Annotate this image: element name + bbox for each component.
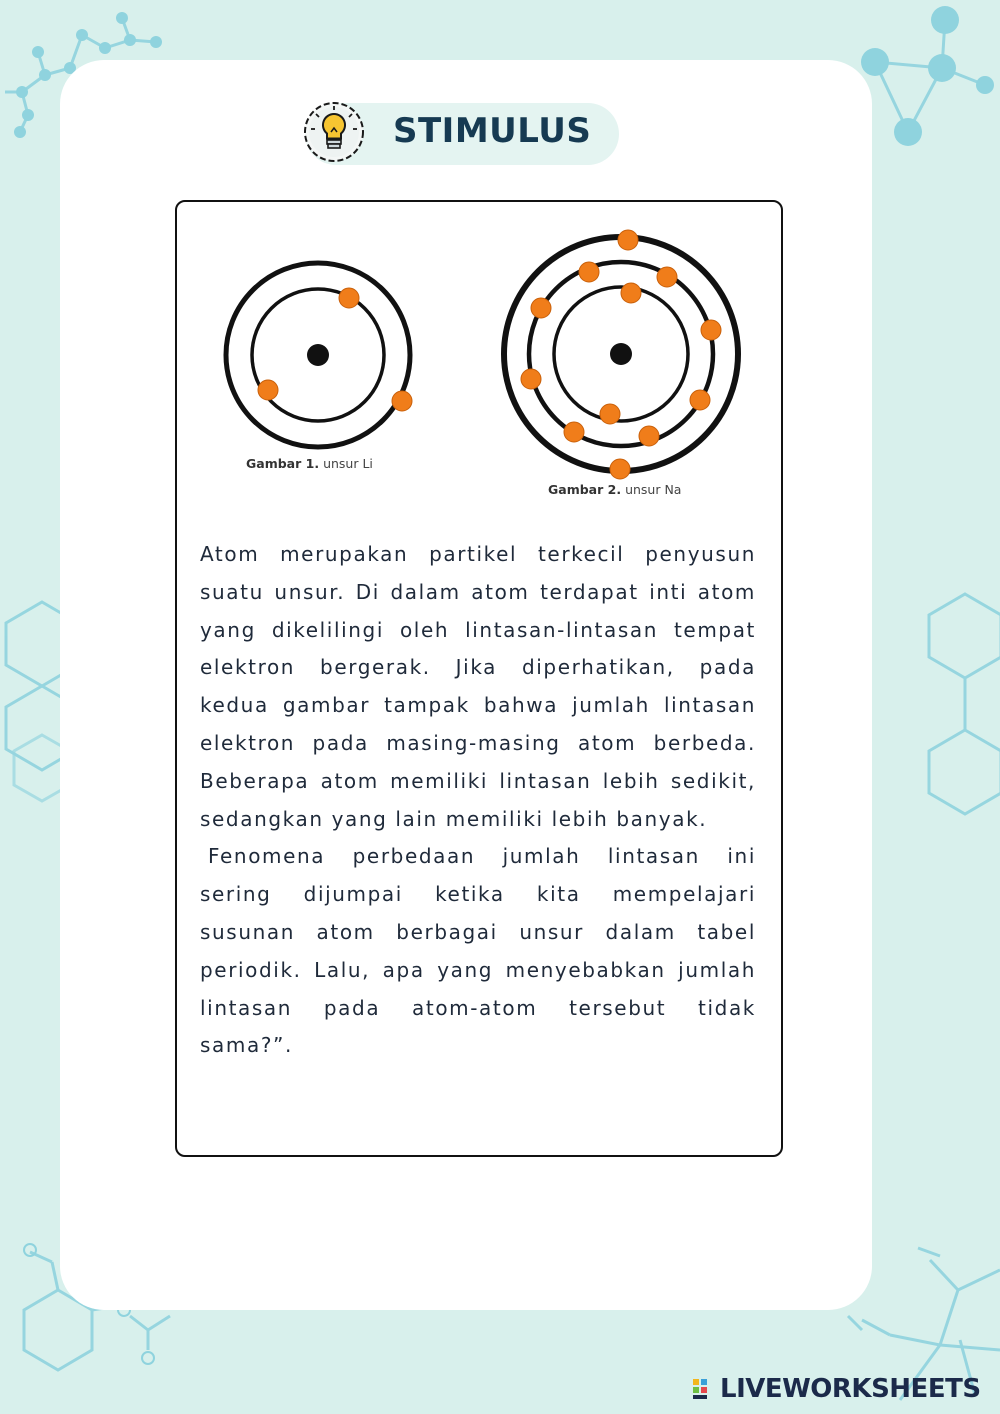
liveworksheets-logo-icon <box>692 1377 716 1401</box>
electron <box>564 422 584 442</box>
electron <box>610 459 630 479</box>
atom-diagram-na <box>490 225 755 510</box>
paragraph-2: Fenomena perbedaan jumlah lintasan ini sering dijumpai ketika kita mempelajari susunan atom berbagai unsur dalam tabel periodik. Lalu, apa yang menyebabkan jumlah lintasan pada atom-atom tersebut tidak sama?”. <box>200 844 756 1058</box>
nucleus <box>610 343 632 365</box>
figure-caption-text: unsur Na <box>625 482 682 497</box>
figure-caption-2 <box>548 482 681 497</box>
electron <box>600 404 620 424</box>
atom-diagram-li <box>215 255 425 480</box>
figure-caption-1 <box>246 456 373 471</box>
brand-name: LIVEWORKSHEETS <box>720 1374 981 1404</box>
electron <box>339 288 359 308</box>
paragraph-1: Atom merupakan partikel terkecil penyusun suatu unsur. Di dalam atom terdapat inti atom yang dikelilingi oleh lintasan-lintasan tempat elektron bergerak. Jika diperhatikan, pada kedua gambar tampak bahwa jumlah lintasan elektron pada masing-masing atom berbeda. Beberapa atom memiliki lintasan lebih sedikit, sedangkan yang lain memiliki lebih banyak. <box>200 542 756 831</box>
electron <box>657 267 677 287</box>
lightbulb-icon <box>302 100 366 164</box>
nucleus <box>307 344 329 366</box>
electron <box>639 426 659 446</box>
electron <box>701 320 721 340</box>
electron <box>531 298 551 318</box>
page-title: STIMULUS <box>393 111 592 151</box>
electron <box>621 283 641 303</box>
electron <box>690 390 710 410</box>
electron <box>618 230 638 250</box>
figure-label: Gambar 2. <box>548 482 622 497</box>
electron <box>392 391 412 411</box>
electron <box>258 380 278 400</box>
figure-label: Gambar 1. <box>246 456 320 471</box>
figure-caption-text: unsur Li <box>323 456 373 471</box>
electron <box>521 369 541 389</box>
liveworksheets-logo <box>692 1372 981 1406</box>
electron <box>579 262 599 282</box>
stimulus-text <box>200 536 756 1065</box>
